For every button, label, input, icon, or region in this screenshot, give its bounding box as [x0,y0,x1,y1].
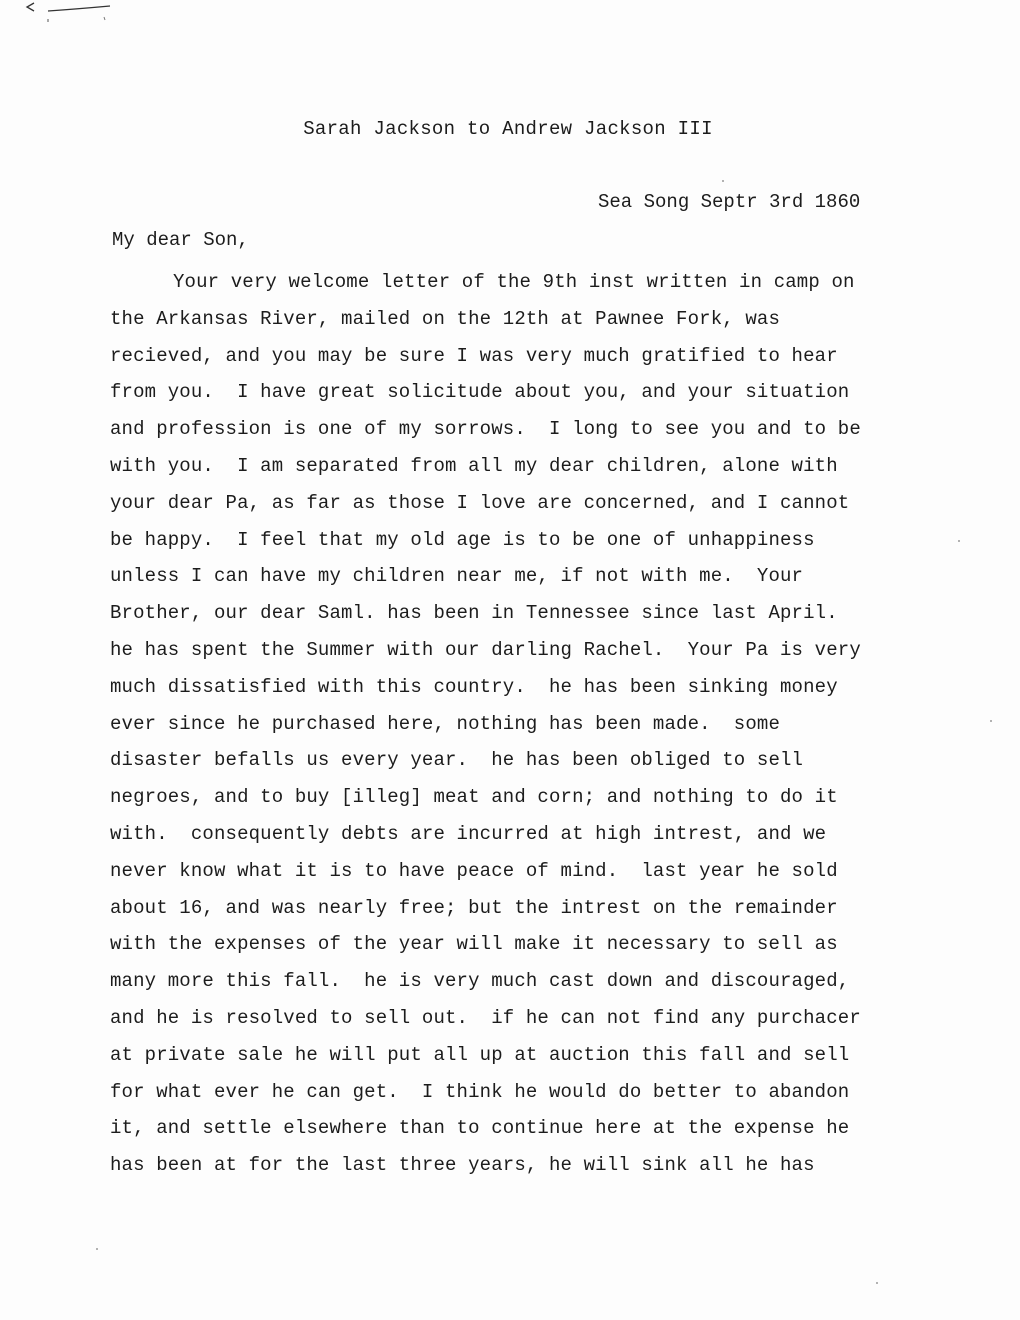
body-line: and he is resolved to sell out. if he can not find any purchacer [110,1006,861,1029]
body-line: at private sale he will put all up at auction this fall and sell [110,1043,850,1066]
body-line: about 16, and was nearly free; but the intrest on the remainder [110,896,838,919]
scan-speck [990,720,992,722]
scan-speck [722,180,724,182]
letter-salutation: My dear Son, [112,229,249,251]
body-line: from you. I have great solicitude about you, and your situation [110,381,850,404]
body-line: and profession is one of my sorrows. I long to see you and to be [110,418,861,441]
body-line: your dear Pa, as far as those I love are concerned, and I cannot [110,491,850,514]
body-line: much dissatisfied with this country. he has been sinking money [110,675,838,698]
body-line: it, and settle elsewhere than to continue here at the expense he [110,1117,850,1140]
letter-dateline: Sea Song Septr 3rd 1860 [598,191,861,213]
body-line: for what ever he can get. I think he would do better to abandon [110,1080,850,1103]
body-line: disaster befalls us every year. he has been obliged to sell [110,749,804,772]
body-line: with you. I am separated from all my dear children, alone with [110,454,838,477]
body-line: Your very welcome letter of the 9th inst written in camp on [173,271,855,293]
letter-body [110,264,910,1184]
body-line: he has spent the Summer with our darling Rachel. Your Pa is very [110,638,861,661]
body-line: never know what it is to have peace of mind. last year he sold [110,859,838,882]
pen-mark-scribble [22,0,122,30]
scan-speck [876,1282,878,1284]
body-line: the Arkansas River, mailed on the 12th at Pawnee Fork, was [110,307,781,330]
body-line: be happy. I feel that my old age is to be one of unhappiness [110,528,815,551]
body-line: unless I can have my children near me, if not with me. Your [110,565,804,588]
scan-speck [96,1248,98,1250]
letter-title: Sarah Jackson to Andrew Jackson III [303,118,713,140]
body-line: with. consequently debts are incurred at high intrest, and we [110,822,827,845]
body-line: many more this fall. he is very much cast down and discouraged, [110,970,850,993]
body-line: Brother, our dear Saml. has been in Tennessee since last April. [110,602,838,625]
body-line: recieved, and you may be sure I was very much gratified to hear [110,344,838,367]
body-line: ever since he purchased here, nothing has been made. some [110,712,781,735]
body-line: negroes, and to buy [illeg] meat and corn; and nothing to do it [110,786,838,809]
scan-speck [958,540,960,542]
body-line: has been at for the last three years, he will sink all he has [110,1154,815,1177]
body-line: with the expenses of the year will make it necessary to sell as [110,933,838,956]
